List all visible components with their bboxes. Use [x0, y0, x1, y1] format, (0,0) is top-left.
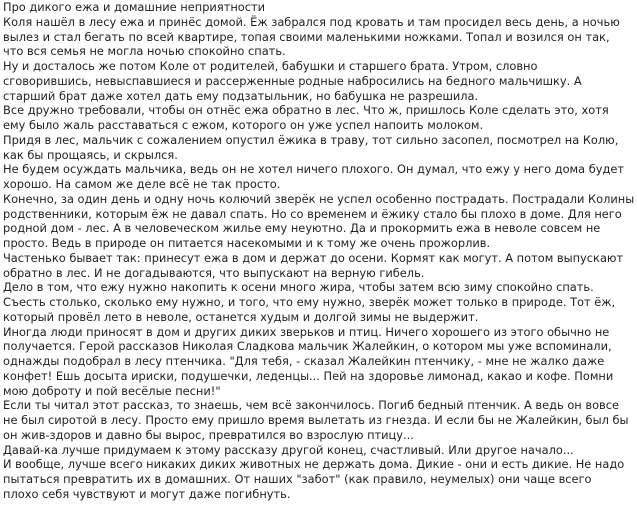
text-line: плохо себя чувствуют и могут даже погибнуть. — [3, 486, 291, 501]
text-line: который провёл лето в неволе, останется худым и долгой зимы не выдержит. — [3, 309, 479, 324]
text-line: старший брат даже хотел дать ему подзатыльник, но бабушка не разрешила. — [3, 88, 479, 103]
text-line: просто. Ведь в природе он питается насекомыми и к тому же очень прожорлив. — [3, 236, 491, 250]
text-line: Не будем осуждать мальчика, ведь он не хотел ничего плохого. Он думал, что ежу у него дома будет — [3, 162, 625, 177]
text-line: обратно в лес. И не догадываются, что выпускают на верную гибель. — [3, 265, 425, 280]
text-line: как бы прощаясь, и скрылся. — [3, 147, 178, 162]
text-line: Иногда люди приносят в дом и других диких зверьков и птиц. Ничего хорошего из этого обычно не — [3, 324, 610, 339]
text-line: Конечно, за один день и одну ночь колючий зверёк не успел особенно пострадать. Пострадали Колины — [3, 191, 635, 206]
text-line: однажды подобрал в лесу птенчика. "Для тебя, - сказал Жалейкин птенчику, - мне не жалко даже — [3, 354, 605, 368]
text-line: И вообще, лучше всего никаких диких животных не держать дома. Дикие - они и есть дикие. Не надо — [3, 457, 625, 472]
text-line: конфет! Ешь досыта ириски, подушечки, леденцы... Пей на здоровье лимонад, какао и кофе. Помни — [3, 368, 614, 383]
text-line: Частенько бывает так: принесут ежа в дом и держат до осени. Кормят как могут. А потом выпускают — [3, 250, 624, 265]
text-line: Дело в том, что ежу нужно накопить к осени много жира, чтобы затем всю зиму спокойно спать. — [3, 280, 594, 295]
text-line: ему было жаль расставаться с ежом, которого он уже успел напоить молоком. — [3, 118, 484, 132]
text-line: вылез и стал бегать по всей квартире, топая своими маленькими ножками. Топал и возился он так, — [3, 29, 610, 44]
text-line: что вся семья не могла ночью спокойно спать. — [3, 44, 286, 59]
text-line: он жив-здоров и давно бы вырос, превратился во взрослую птицу... — [3, 427, 414, 442]
text-line: мою доброту и пой весёлые песни!" — [3, 383, 221, 398]
text-line: не был сиротой в лесу. Просто ему пришло время вылетать из гнезда. И если бы не Жалейкин, был бы — [3, 413, 629, 427]
text-line: Коля нашёл в лесу ежа и принёс домой. Ёж забрался под кровать и там просидел весь день, а ночью — [3, 14, 620, 29]
text-line: Давай-ка лучше придумаем к этому рассказу другой конец, счастливый. Или другое начало... — [3, 442, 574, 457]
text-line: сговорившись, невыспавшиеся и рассерженные родные набросились на бедного мальчишку. А — [3, 73, 582, 88]
text-line: Съесть столько, сколько ему нужно, и того, что ему нужно, зверёк может только в природе. Тот ёж, — [3, 295, 616, 309]
text-line: Ну и досталось же потом Коле от родителей, бабушки и старшего брата. Утром, словно — [3, 59, 538, 73]
text-line: Если ты читал этот рассказ, то знаешь, чем всё закончилось. Погиб бедный птенчик. А ведь он вовсе — [3, 398, 620, 413]
text-line: получается. Герой рассказов Николая Сладкова мальчик Жалейкин, о котором мы уже вспоминали, — [3, 339, 612, 354]
text-line: хорошо. На самом же деле всё не так просто. — [3, 177, 281, 191]
text-line: Придя в лес, мальчик с сожалением опустил ёжика в траву, тот сильно засопел, посмотрел на Колю, — [3, 132, 619, 147]
text-line: родной дом - лес. А в человеческом жилье ему неуютно. Да и прокормить ежа в неволе совсем не — [3, 221, 601, 236]
article-title: Про дикого ежа и домашние неприятности — [3, 0, 266, 14]
text-line: родственники, которым ёж не давал спать. Но со временем и ёжику стало бы плохо в доме. Для него — [3, 206, 622, 221]
text-line: пытаться превратить их в домашних. От наших "забот" (как правило, неумелых) они чаще всего — [3, 472, 592, 486]
text-line: Все дружно требовали, чтобы он отнёс ежа обратно в лес. Что ж, пришлось Коле сделать это, хотя — [3, 103, 609, 118]
